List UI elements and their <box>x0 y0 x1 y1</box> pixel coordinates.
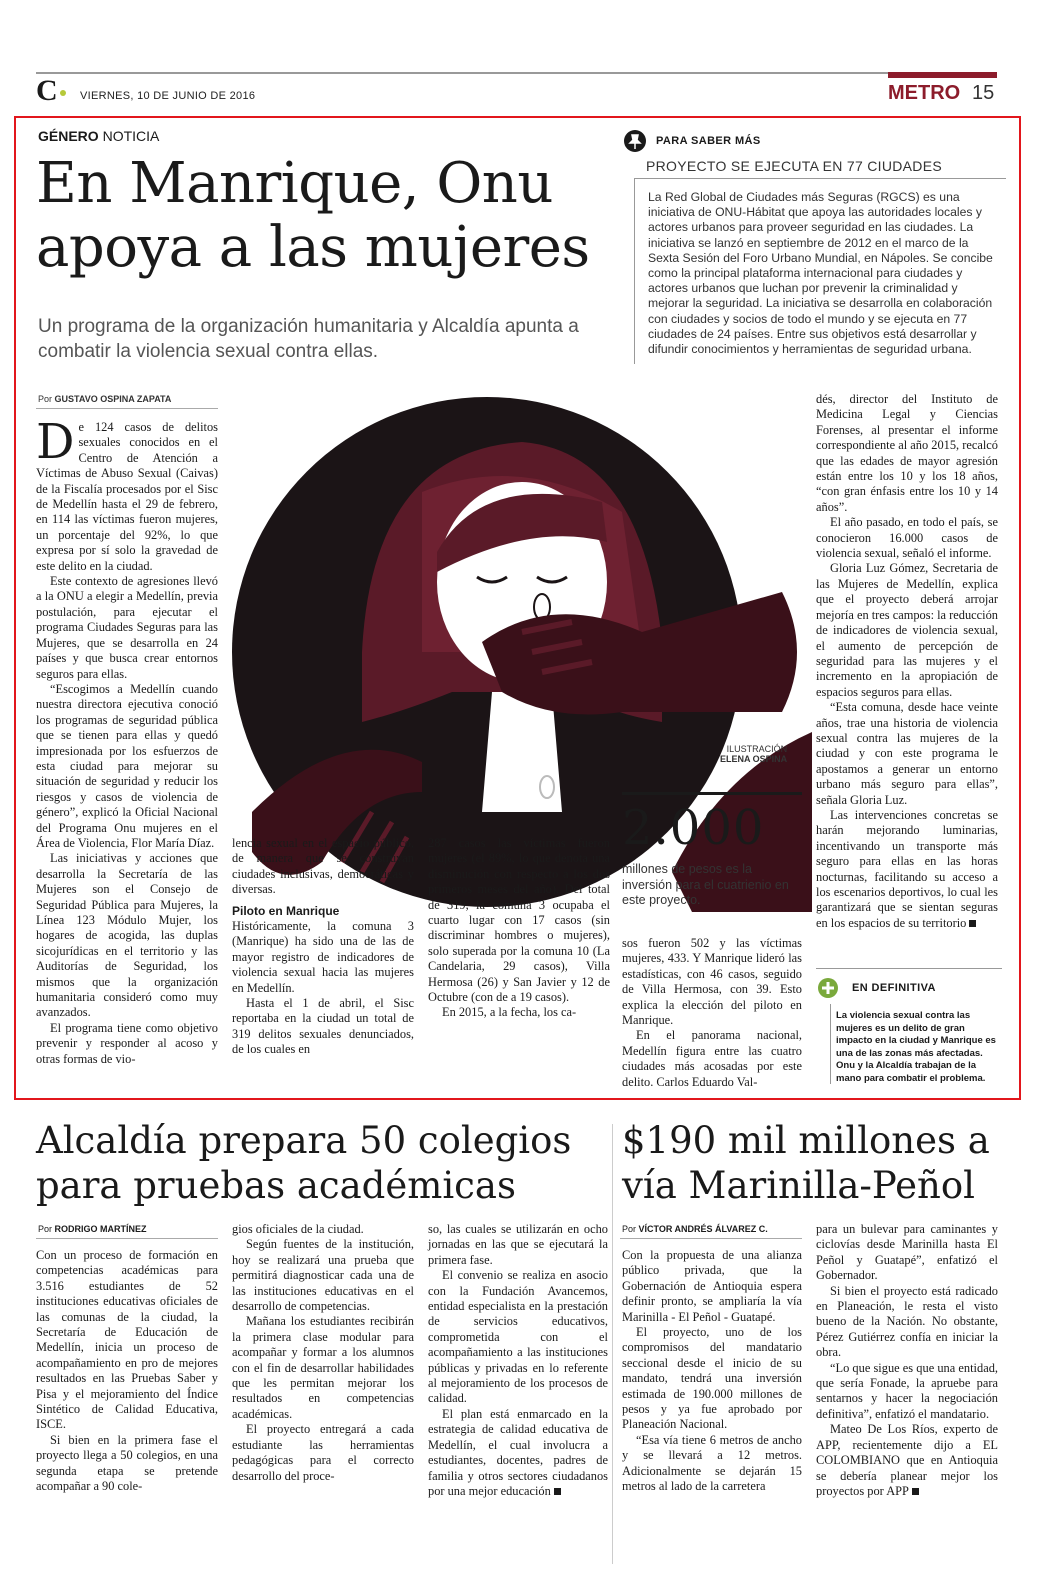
lead-paragraph: En el panorama nacional, Medellín figura entre las cuatro ciudades más acosadas por este delito. Carlos Eduardo Val- <box>622 1028 802 1089</box>
lead-paragraph: Históricamente, la comuna 3 (Manrique) ha sido una de las de mayor registro de indicadores de violencia sexual hacia las mujeres en Medellín. <box>232 919 414 995</box>
sidebar-rule <box>634 178 1006 179</box>
lead-column-3 <box>428 836 610 1021</box>
byline-author: RODRIGO MARTÍNEZ <box>54 1224 147 1234</box>
lead-paragraph: Este contexto de agresiones llevó a la ONU a elegir a Medellín, previa postulación, para ejecutar el programa Ciudades Seguras para las Mujeres, que se desarrolla en 24 países y que busca crear entornos seguros para ellas. <box>36 574 218 681</box>
section-accent-bar <box>888 72 997 78</box>
lead-paragraph: En 2015, a la fecha, los ca- <box>442 1005 577 1020</box>
sidebar-body: La Red Global de Ciudades más Seguras (RGCS) es una iniciativa de ONU-Hábitat que apoya las autoridades locales y actores urbanos para proveer seguridad en las ciudades. La iniciativa se lanzó en septiembre de 2012 en el marco de la Sexta Sesión del Foro Urbano Mundial, en Nápoles. Se concibe como la principal plataforma internacional para ciudades y actores urbanos que luchan por prevenir la criminalidad y mejorar la seguridad. La iniciativa se desarrolla en colaboración con ciudades y socios de todo el mundo y se ejecuta en 77 ciudades de 24 países. Entre sus objetivos está desarrollar y difundir conocimientos y herramientas de seguridad urbana. <box>648 190 993 357</box>
lead-paragraph: 287 casos las víctimas fueron mujeres (el 89%, lo que denota una disminución con respecto a los dos primeros meses del año). Del total de 319, la comuna 3 ocupaba el cuarto lugar con 17 casos (sin discriminar hombres o mujeres), solo superada por la comuna 10 (La Candelaria, 29 casos), Villa Hermosa (26) y San Javier y 12 de Octubre (con de a 19 casos). <box>428 836 610 1005</box>
lead-byline <box>38 394 171 404</box>
lead-paragraph: “Esta comuna, desde hace veinte años, trae una historia de violencia sexual contra las mujeres de la ciudad y con este programa le apostamos a generar un entorno urbano más seguro para ellas”, señala Gloria Luz. <box>816 700 998 807</box>
story-paragraph: para un bulevar para caminantes y ciclovías desde Marinilla hasta El Peñol y Guatapé”, enfatizó el Gobernador. <box>816 1222 998 1283</box>
newspaper-logo: C <box>36 74 58 107</box>
lead-paragraph: Gloria Luz Gómez, Secretaria de las Mujeres de Medellín, explica que el proyecto deberá arrojar mejoría en tres campos: la reducción de indicadores de violencia sexual, el aumento de percepción de seguridad para las mujeres y el incremento en la apropiación de espacios seguros para ellas. <box>816 561 998 699</box>
story-kicker <box>38 128 159 144</box>
lead-paragraph: “Escogimos a Medellín cuando nuestra directora ejecutiva conoció los programas de seguridad pública que se tienen para ellas y quedó impresionada por los esfuerzos de esta ciudad para mejorar su situación de seguridad y reducir los riesgos y casos de violencia de género”, explicó la Oficial Nacional del Programa Onu mujeres en el Área de Violencia, Flor María Díaz. <box>36 681 218 850</box>
figure-rule <box>622 792 802 795</box>
summary-vertical-rule <box>830 1004 831 1084</box>
story-paragraph: Si bien en la primera fase el proyecto llega a 50 colegios, en una segunda etapa se pretende acompañar a 90 cole- <box>36 1432 218 1494</box>
story-paragraph: Mateo De Los Ríos, experto de APP, recientemente dijo a EL COLOMBIANO que en Antioquia se debería planear mejor los proyectos por APP <box>816 1422 998 1498</box>
summary-icon <box>818 978 838 998</box>
story2-column-3 <box>428 1222 608 1499</box>
lead-paragraph: Las intervenciones concretas se harán mejorando luminarias, incentivando un transporte más seguro para ellas en las horas nocturnas, facilitando su acceso a los escenarios deportivos, lo cual les garantizará que se sientan seguras en los espacios de su territorio <box>816 807 998 930</box>
lead-column-1 <box>36 414 218 1067</box>
story3-headline: $190 mil millones a vía Marinilla-Peñol <box>622 1119 990 1207</box>
credit-label: ILUSTRACIÓN <box>726 744 788 754</box>
end-mark-icon <box>554 1488 561 1495</box>
illustration-credit <box>720 744 787 764</box>
story-paragraph: El convenio se realiza en asocio con la Fundación Avancemos, entidad especialista en la prestación de servicios educativos, comprometida con el acompañamiento a las instituciones públicas y privadas en lo referente al mejoramiento de los procesos de calidad. <box>428 1268 608 1406</box>
story3-column-1 <box>622 1248 802 1495</box>
sidebar-label: PARA SABER MÁS <box>656 135 761 147</box>
lead-column-2 <box>232 836 414 1058</box>
story-paragraph: so, las cuales se utilizarán en ocho jornadas en las que se ejecutará la primera fase. <box>428 1222 608 1267</box>
story3-column-2 <box>816 1222 998 1499</box>
story-paragraph: Según fuentes de la institución, hoy se realizará una prueba que permitirá diagnosticar cada una de las instituciones educativas en el desarrollo de competencias. <box>232 1237 414 1314</box>
story2-column-1 <box>36 1248 218 1495</box>
dropcap: D <box>36 414 75 470</box>
byline-author: GUSTAVO OSPINA ZAPATA <box>54 394 172 404</box>
byline-prefix: Por <box>622 1224 637 1234</box>
lead-paragraph: sos fueron 502 y las víctimas mujeres, 433. Y Manrique lideró las estadísticas, con 46 casos, seguido de Villa Hermosa, con 39. Esto explica la elección del piloto en Manrique. <box>622 936 802 1028</box>
story2-byline <box>38 1224 147 1234</box>
byline-prefix: Por <box>38 394 53 404</box>
story-paragraph: “Esa vía tiene 6 metros de ancho y se llevará a 12 metros. Adicionalmente se dejarán 15 metros al lado de la carretera <box>622 1432 802 1494</box>
lead-paragraph: El programa tiene como objetivo prevenir y responder al acoso y otras formas de vio- <box>36 1020 218 1066</box>
pushpin-icon <box>624 130 646 152</box>
logo-dot-icon <box>60 90 66 96</box>
lead-headline: En Manrique, Onu apoya a las mujeres <box>36 151 590 280</box>
story-paragraph: El proyecto entregará a cada estudiante las herramientas pedagógicas para el correcto desarrollo del proce- <box>232 1422 414 1483</box>
story-paragraph: Mañana los estudiantes recibirán la primera clase modular para acompañar y formar a los alumnos con el fin de desarrollar habilidades que les permitan mejorar los resultados en competencias académicas. <box>232 1314 414 1421</box>
sidebar-vertical-rule <box>634 178 635 364</box>
story-paragraph: Con un proceso de formación en competencias académicas para 3.516 estudiantes de 52 instituciones educativas oficiales de las comunas de la ciudad, la Secretaría de Educación de Medellín, inicia un proceso de acompañamiento en pro de mejores resultados en las Pruebas Saber y Pisa y el mejoramiento del Índice Sintético de Calidad Educativa, ISCE. <box>36 1248 218 1432</box>
lead-subhead: Piloto en Manrique <box>232 903 340 918</box>
issue-date: VIERNES, 10 DE JUNIO DE 2016 <box>80 90 256 102</box>
column-separator <box>612 1124 613 1564</box>
kicker-category: GÉNERO <box>38 128 99 144</box>
header-rule <box>36 72 997 74</box>
lead-paragraph: lencia sexual en el espacio público, de manera que se construyan ciudades inclusivas, democráticas y diversas. <box>232 836 414 897</box>
byline-rule <box>620 1238 802 1239</box>
lead-paragraph: e 124 casos de delitos sexuales conocidos en el Centro de Atención a Víctimas de Abuso Sexual (Caivas) de la Fiscalía procesados por el Sisc de Medellín hasta el 29 de febrero, en 114 las víctimas fueron mujeres, un porcentaje del 92%, lo que expresa por sí solo la gravedad de este delito en la ciudad. <box>36 420 218 573</box>
summary-body: La violencia sexual contra las mujeres es un delito de gran impacto en la ciudad y Manrique es una de las zonas más afectadas. Onu y la Alcaldía trabajan de la mano para combatir el problema. <box>836 1010 996 1084</box>
page-number: 15 <box>972 82 995 104</box>
story-paragraph: gios oficiales de la ciudad. <box>232 1222 364 1236</box>
story-paragraph: Si bien el proyecto está radicado en Planeación, le resta el visto bueno de la Nación. No obstante, Pérez Gutiérrez confía en iniciar la obra. <box>816 1283 998 1360</box>
story2-column-2 <box>232 1222 414 1484</box>
kicker-type: NOTICIA <box>102 128 160 144</box>
story-paragraph: El plan está enmarcado en la estrategia de calidad educativa de Medellín, el cual involucra a estudiantes, docentes, padres de familia y otros sectores ciudadanos por una mejor educación <box>428 1406 608 1498</box>
lead-dek: Un programa de la organización humanitaria y Alcaldía apunta a combatir la violencia sexual contra ellas. <box>38 316 579 362</box>
byline-author: VÍCTOR ANDRÉS ÁLVAREZ C. <box>638 1224 768 1234</box>
byline-rule <box>36 1238 218 1239</box>
credit-name: ELENA OSPINA <box>720 754 788 764</box>
end-mark-icon <box>969 920 976 927</box>
story-paragraph: Con la propuesta de una alianza público privada, que la Gobernación de Antioquia espera definir pronto, se ampliaría la vía Marinilla - El Peñol - Guatapé. <box>622 1248 802 1324</box>
story3-byline <box>622 1224 768 1234</box>
story-paragraph: “Lo que sigue es que una entidad, que sería Fonade, la apruebe para sentarnos y hacer la negociación definitiva”, enfatizó el mandatario. <box>816 1360 998 1421</box>
lead-paragraph: El año pasado, en todo el país, se conocieron 16.000 casos de violencia sexual, señaló el informe. <box>816 515 998 561</box>
lead-column-5 <box>816 392 998 931</box>
section-name: METRO <box>888 82 961 104</box>
lead-paragraph: Las iniciativas y acciones que desarrolla la Secretaría de las Mujeres son el Consejo de Seguridad Pública para Mujeres, la Línea 123 Módulo Mujer, los hogares de acogida, las duplas sicojurídicas en el territorio y las Auditorías de Seguridad, los mismos que la organización humanitaria consideró como muy avanzados. <box>36 851 218 1020</box>
lead-paragraph: Hasta el 1 de abril, el Sisc reportaba en la ciudad un total de 319 delitos sexuales denunciados, de los cuales en <box>232 996 414 1057</box>
end-mark-icon <box>912 1488 919 1495</box>
summary-label: EN DEFINITIVA <box>852 982 936 994</box>
story2-headline: Alcaldía prepara 50 colegios para pruebas académicas <box>36 1119 572 1207</box>
lead-paragraph: dés, director del Instituto de Medicina Legal y Ciencias Forenses, al presentar el informe correspondiente al año 2015, recalcó que las edades de mayor agresión están entre los 10 y los 18 años, “con gran énfasis entre los 10 y 14 años”. <box>816 392 998 514</box>
figure-caption: millones de pesos es la inversión para el cuatrienio en este proyecto. <box>622 862 789 907</box>
lead-column-4 <box>622 936 802 1090</box>
story-paragraph: El proyecto, uno de los compromisos del mandatario seccional desde el inicio de su mandato, tendrá una inversión estimada de 190.000 millones de pesos y ya fue aprobado por Planeación Nacional. <box>622 1325 802 1432</box>
sidebar-title: PROYECTO SE EJECUTA EN 77 CIUDADES <box>646 158 942 174</box>
summary-rule <box>816 968 1002 969</box>
figure-number: 2.000 <box>622 800 765 856</box>
byline-prefix: Por <box>38 1224 53 1234</box>
byline-rule <box>36 408 218 409</box>
